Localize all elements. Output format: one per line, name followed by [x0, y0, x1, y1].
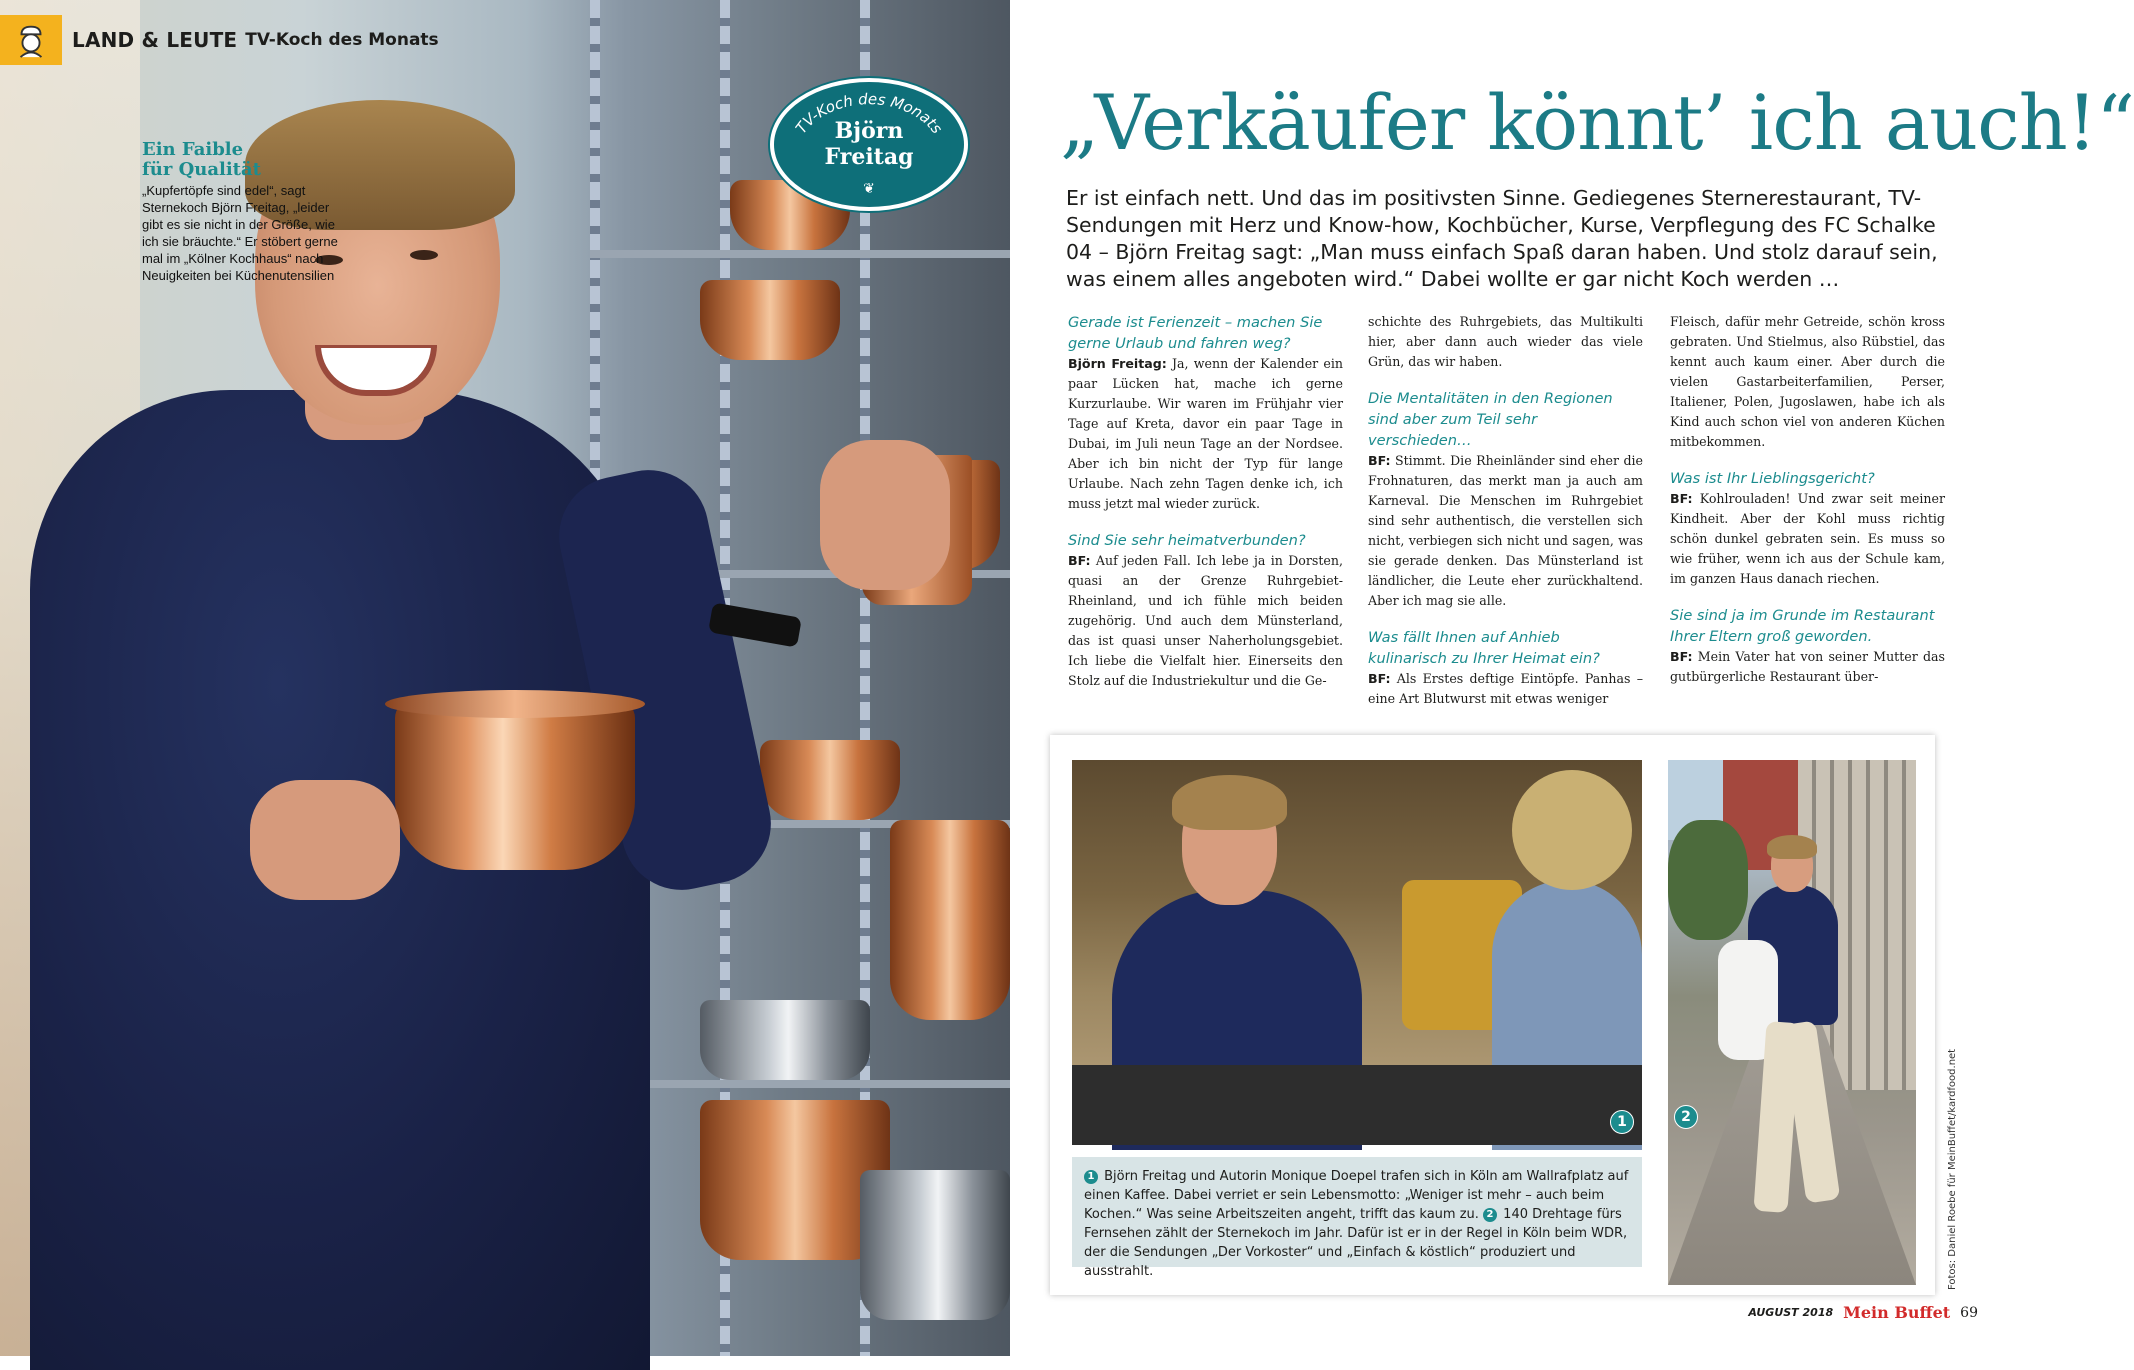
photo-credit-text: Fotos: Daniel Roebe für MeinBuffet/kardfood.net [1947, 1048, 1958, 1290]
photo-street [1668, 760, 1916, 1285]
intro-text: Er ist einfach nett. Und das im positivsten Sinne. Gediegenes Sternerestaurant, TV-Sendungen mit Herz und Know-how, Kochbücher, Kurse, Verpflegung des FC Schalke 04 – Björn Freitag sagt: „Man muss einfach Spaß daran haben. Und stolz darauf sein, was einem alles angeboten wird.“ Dabei wollte er gar nicht Koch werden … [1066, 186, 1938, 291]
trees [1668, 820, 1748, 940]
person-hair [1767, 835, 1817, 859]
person-eye [410, 250, 438, 260]
page-number: 69 [1960, 1304, 1978, 1321]
badge-last-name: Freitag [824, 144, 914, 170]
photo-caption-left [142, 140, 342, 284]
answer-text: Mein Vater hat von seiner Mutter das gutbürgerliche Restaurant über- [1670, 649, 1945, 684]
answer-text: Als Erstes deftige Eintöpfe. Panhas – eine Art Blutwurst mit etwas weniger [1368, 671, 1643, 706]
person-hand [250, 780, 400, 900]
caption-number: 2 [1483, 1208, 1497, 1222]
copper-pot [890, 820, 1010, 1020]
caption-title-line: für Qualität [142, 159, 261, 180]
answer [1368, 669, 1643, 709]
caption-number: 1 [1084, 1170, 1098, 1184]
question: Die Mentalitäten in den Regionen sind aber zum Teil sehr verschieden… [1368, 390, 1613, 449]
copper-pot [700, 280, 840, 360]
badge-name [774, 118, 964, 170]
pot-lid [385, 690, 645, 718]
woman-hair [1512, 770, 1632, 890]
answer [1670, 647, 1945, 687]
held-copper-pot [395, 700, 635, 870]
magazine-logo: Mein Buffet [1843, 1303, 1951, 1322]
speaker: Björn Freitag: [1068, 356, 1167, 371]
speaker: BF: [1368, 671, 1391, 686]
badge-first-name: Björn [834, 118, 904, 144]
question: Was fällt Ihnen auf Anhieb kulinarisch zu Ihrer Heimat ein? [1368, 629, 1600, 667]
copper-pot [760, 740, 900, 820]
shelf-board [590, 250, 1010, 258]
question: Sie sind ja im Grunde im Restaurant Ihrer Eltern groß geworden. [1670, 607, 1935, 645]
answer-continued: Fleisch, dafür mehr Getreide, schön kross gebraten. Und Stielmus, also Rübstiel, das kennt auch kaum einer. Aber durch die vielen Gastarbeiterfamilien, Perser, Italiener, Polen, Jugoslawen, habe ich als Kind auch schon viel von anderen Küchen mitbekommen. [1670, 314, 1945, 449]
answer-continued: schichte des Ruhrgebiets, das Multikulti hier, aber dann auch wieder das viele Grün, das wir haben. [1368, 314, 1643, 369]
answer-text: Ja, wenn der Kalender ein paar Lücken hat, mache ich gerne Kurzurlaube. Wir waren im Frühjahr vier Tage auf Kreta, davor ein paar Tage in Dubai, im Juli neun Tage an der Nordsee. Aber ich bin nicht der Typ für lange Urlaube. Nach zehn Tagen denke ich, ich muss jetzt mal wieder zurück. [1068, 356, 1343, 511]
article-column-1 [1068, 312, 1343, 707]
headline: „Verkäufer könnt’ ich auch!“ [1060, 78, 2134, 167]
question: Sind Sie sehr heimatverbunden? [1068, 532, 1306, 549]
section-header [0, 15, 439, 65]
caption-title-line: Ein Faible [142, 139, 244, 160]
photo-credit [1945, 1010, 1965, 1290]
caption-text: 140 Drehtage fürs Fernsehen zählt der Sternekoch im Jahr. Dafür ist er in der Regel in Köln beim WDR, der die Sendungen „Der Vorkoster“ und „Einfach & köstlich“ produziert und ausstrahlt. [1084, 1207, 1628, 1279]
svg-text:TV-Koch des Monats: TV-Koch des Monats [792, 90, 947, 138]
steel-pot [860, 1170, 1010, 1320]
question: Gerade ist Ferienzeit – machen Sie gerne Urlaub und fahren weg? [1068, 314, 1323, 352]
photo-interview [1072, 760, 1642, 1143]
answer [1068, 354, 1343, 514]
photo-caption [1072, 1157, 1642, 1279]
page-footer [1748, 1303, 1978, 1322]
answer-text: Stimmt. Die Rheinländer sind eher die Frohnaturen, das merkt man ja auch am Karneval. Die Menschen im Ruhrgebiet sind sehr authentisch, die verstellen sich nicht, verbiegen sich nicht und sagen, was sie gerade denken. Das Münsterland ist ländlicher, die Leute eher zurückhaltend. Aber ich mag sie alle. [1368, 453, 1643, 608]
answer [1670, 489, 1945, 589]
photo-box [1050, 735, 1935, 1295]
speaker: BF: [1670, 649, 1693, 664]
table [1072, 1065, 1642, 1145]
caption-text: „Kupfertöpfe sind edel“, sagt Sternekoch Björn Freitag, „leider gibt es sie nicht in der Größe, wie ich sie bräuchte.“ Er stöbert gerne mal im „Kölner Kochhaus“ nach Neuigkeiten bei Küchenutensilien [142, 183, 338, 283]
flourish-icon: ❦ [863, 181, 875, 197]
section-title: LAND & LEUTE [72, 28, 238, 52]
caption-text: Björn Freitag und Autorin Monique Doepel trafen sich in Köln am Wallrafplatz auf einen Kaffee. Dabei verriet er sein Lebensmotto: „Weniger ist mehr – auch beim Kochen.“ Was seine Arbeitszeiten angeht, trifft das kaum zu. [1084, 1169, 1629, 1222]
article-page [1010, 0, 2134, 1356]
person-hand [820, 440, 950, 590]
chef-face-icon [0, 15, 62, 65]
person-hair [1172, 775, 1287, 830]
question: Was ist Ihr Lieblingsgericht? [1670, 470, 1875, 487]
answer [1368, 451, 1643, 611]
shelf-board [590, 1080, 1010, 1088]
caption-title [142, 140, 342, 180]
answer-text: Kohlrouladen! Und zwar seit meiner Kindheit. Aber der Kohl muss richtig schön dunkel gebraten sein. Es muss so wie früher, wenn ich aus der Schule kam, im ganzen Haus danach riechen. [1670, 491, 1945, 586]
answer-text: Auf jeden Fall. Ich lebe ja in Dorsten, quasi an der Grenze Ruhrgebiet-Rheinland, und ich fühle mich beiden zugehörig. Und auch dem Münsterland, das ist quasi unser Naherholungsgebiet. Ich liebe die Vielfalt hier. Einerseits den Stolz auf die Industriekultur und die Ge- [1068, 553, 1343, 688]
article-column-3 [1670, 312, 1945, 703]
speaker: BF: [1368, 453, 1391, 468]
photo-number: 2 [1674, 1105, 1698, 1129]
article-column-2 [1368, 312, 1643, 725]
photo-number: 1 [1610, 1110, 1634, 1134]
issue-date: AUGUST 2018 [1748, 1306, 1834, 1319]
speaker: BF: [1670, 491, 1693, 506]
steel-pot [700, 1000, 870, 1080]
answer [1068, 551, 1343, 691]
section-subtitle: TV-Koch des Monats [245, 30, 439, 50]
speaker: BF: [1068, 553, 1091, 568]
tv-chef-badge [770, 78, 968, 211]
